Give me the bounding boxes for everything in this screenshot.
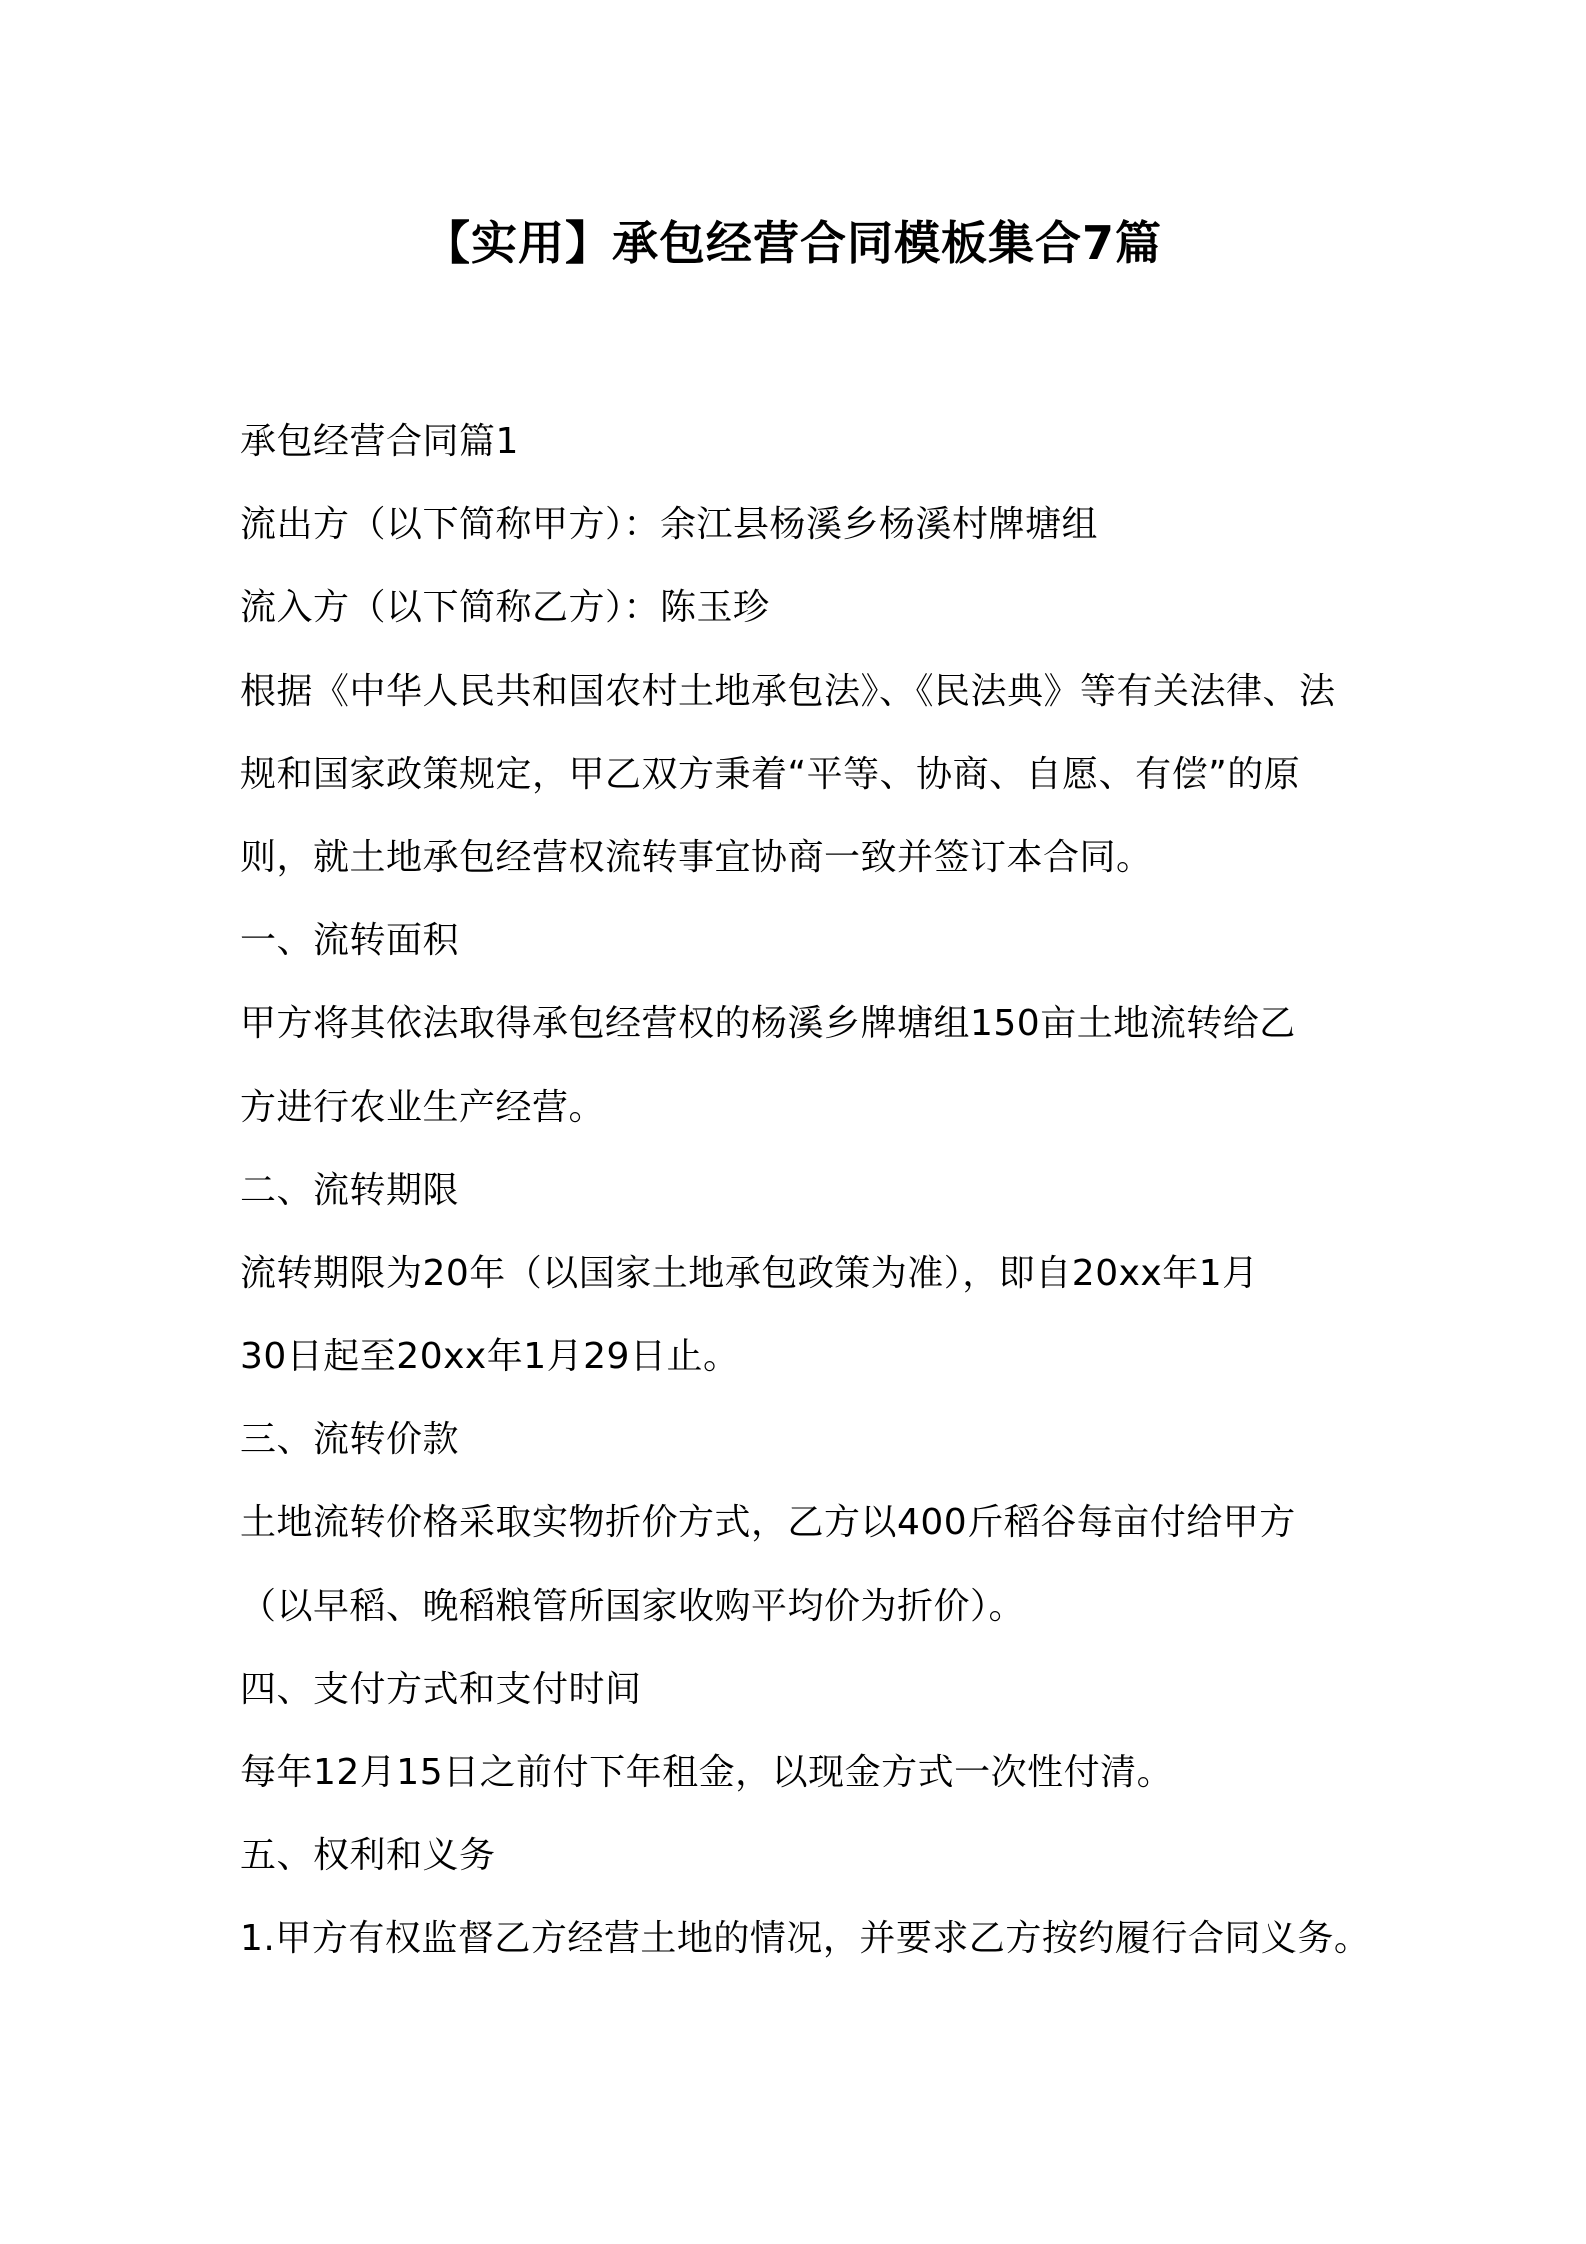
document-body (240, 400, 1380, 1981)
section-heading-contract-1: 承包经营合同篇1 (240, 421, 519, 462)
clause-heading-area: 一、流转面积 (240, 920, 460, 962)
clause-payment-line-1: 每年12月15日之前付下年租金，以现金方式一次性付清。 (240, 1752, 1174, 1793)
preamble-line-3: 则，就土地承包经营权流转事宜协商一致并签订本合同。 (240, 836, 1153, 878)
party-b-line: 流入方（以下简称乙方）：陈玉珍 (240, 587, 770, 629)
document-title: 【实用】承包经营合同模板集合7篇 (423, 216, 1162, 270)
clause-price-line-1: 土地流转价格采取实物折价方式，乙方以400斤稻谷每亩付给甲方 (240, 1502, 1296, 1544)
clause-heading-price: 三、流转价款 (240, 1419, 460, 1461)
preamble-line-1: 根据《中华人民共和国农村土地承包法》、《民法典》等有关法律、法 (240, 670, 1336, 712)
clause-heading-rights: 五、权利和义务 (240, 1835, 496, 1877)
party-a-line: 流出方（以下简称甲方）：余江县杨溪乡杨溪村牌塘组 (240, 504, 1099, 546)
clause-area-line-2: 方进行农业生产经营。 (240, 1086, 606, 1128)
preamble-line-2: 规和国家政策规定，甲乙双方秉着“平等、协商、自愿、有偿”的原 (240, 753, 1301, 795)
clause-heading-term: 二、流转期限 (240, 1169, 460, 1211)
clause-price-line-2: （以早稻、晚稻粮管所国家收购平均价为折价）。 (240, 1585, 1026, 1627)
clause-term-line-1: 流转期限为20年（以国家土地承包政策为准），即自20xx年1月 (240, 1252, 1259, 1294)
clause-rights-line-1: 1.甲方有权监督乙方经营土地的情况，并要求乙方按约履行合同义务。 (240, 1918, 1371, 1960)
clause-term-line-2: 30日起至20xx年1月29日止。 (240, 1336, 740, 1378)
clause-heading-payment: 四、支付方式和支付时间 (240, 1668, 642, 1710)
clause-area-line-1: 甲方将其依法取得承包经营权的杨溪乡牌塘组150亩土地流转给乙 (240, 1003, 1296, 1045)
